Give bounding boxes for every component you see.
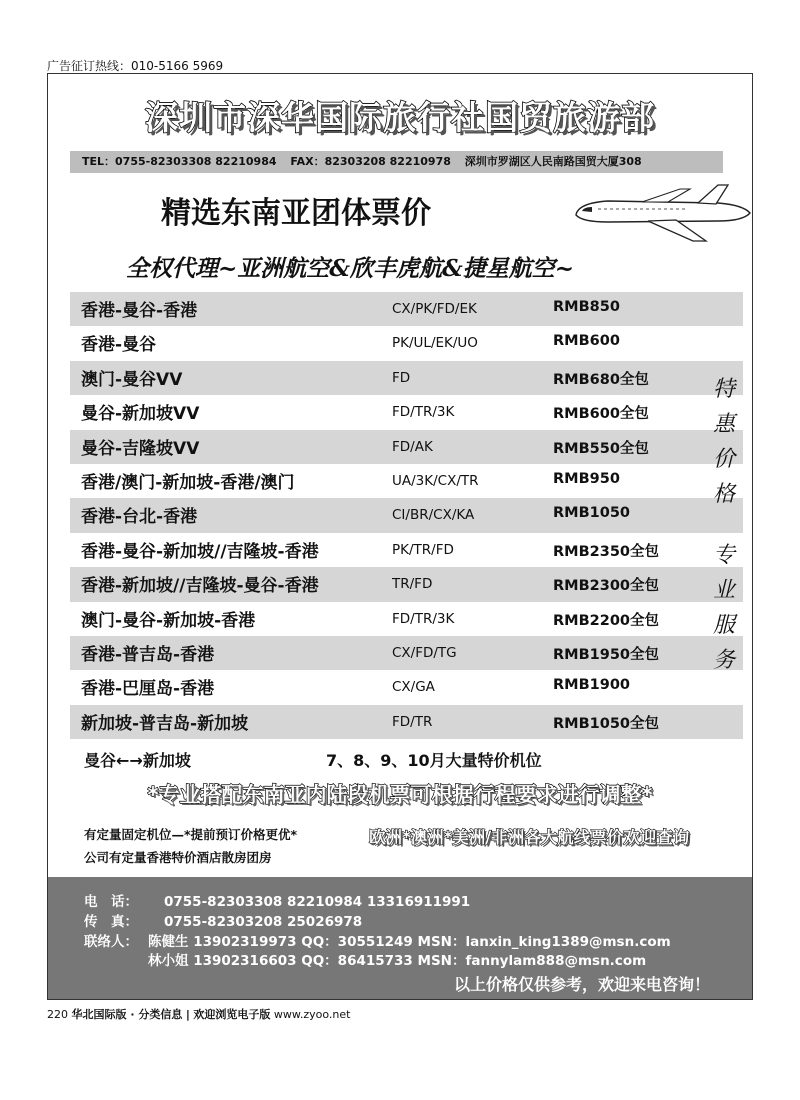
fare-airlines: FD/AK [392, 438, 433, 455]
fare-airlines: CX/GA [392, 679, 435, 696]
airplane-icon [568, 181, 758, 243]
hotel-note: 公司有定量香港特价酒店散房团房 [84, 850, 272, 865]
fare-airlines: PK/UL/EK/UO [392, 335, 478, 352]
slogan-gap [708, 512, 740, 538]
adjust-banner: *专业搭配东南亚内陆段机票可根据行程要求进行调整* [147, 783, 653, 807]
fare-row [70, 636, 743, 670]
slogan-char: 专 [712, 543, 735, 568]
footer-separator: | [185, 1008, 190, 1021]
ad-frame [47, 73, 753, 1000]
fare-route: 香港-曼谷-新加坡//吉隆坡-香港 [81, 541, 319, 562]
fare-price: RMB1050全包 [553, 715, 660, 732]
contact-label: 联络人： [84, 934, 138, 950]
fare-airlines: FD/TR [392, 713, 433, 730]
page-number: 220 [47, 1008, 68, 1021]
contact-person-1: 陈健生 13902319973 QQ：30551249 MSN：lanxin_king1389@msn.com [148, 934, 671, 950]
fare-price: RMB850 [553, 299, 620, 315]
fare-route: 新加坡-普吉岛-新加坡 [81, 713, 249, 734]
fare-row [70, 602, 743, 636]
fare-route: 香港-普吉岛-香港 [81, 644, 215, 665]
fare-airlines: CI/BR/CX/KA [392, 507, 475, 524]
side-slogan [708, 372, 740, 678]
fare-row [70, 326, 743, 360]
slogan-char: 格 [712, 482, 735, 507]
page-footer [47, 1006, 350, 1022]
fare-route: 香港/澳门-新加坡-香港/澳门 [81, 472, 295, 493]
fare-price: RMB680全包 [553, 371, 649, 388]
fare-price: RMB600 [553, 333, 620, 350]
slogan-char: 业 [712, 578, 735, 603]
fare-route: 香港-曼谷 [81, 335, 157, 356]
fare-row [70, 430, 743, 464]
fare-row [70, 533, 743, 567]
fare-route: 曼谷-吉隆坡VV [81, 438, 200, 459]
contact-fax: FAX：82303208 82210978 [290, 155, 451, 168]
ebook-cta: 欢迎浏览电子版 [193, 1008, 271, 1021]
fax-label: 传 真： [84, 914, 138, 930]
fare-price: RMB2300全包 [553, 578, 660, 595]
fare-price: RMB2200全包 [553, 612, 660, 629]
fare-price: RMB2350全包 [553, 543, 660, 560]
contact-address: 深圳市罗湖区人民南路国贸大厦308 [464, 155, 642, 168]
slogan-char: 特 [712, 377, 735, 402]
fare-airlines: UA/3K/CX/TR [392, 472, 479, 489]
fare-row [70, 292, 743, 326]
fare-route: 香港-新加坡//吉隆坡-曼谷-香港 [81, 576, 319, 597]
fare-airlines: CX/FD/TG [392, 644, 457, 661]
fare-row [70, 395, 743, 429]
slogan-char: 务 [712, 648, 735, 673]
fare-route: 香港-巴厘岛-香港 [81, 679, 215, 700]
phone-value: 0755-82303308 82210984 13316911991 [164, 894, 471, 910]
slogan-char: 价 [712, 447, 735, 472]
fare-route: 澳门-曼谷-新加坡-香港 [81, 610, 256, 631]
fare-table [70, 292, 743, 739]
fare-row [70, 361, 743, 395]
fare-row [70, 670, 743, 704]
fare-price: RMB950 [553, 470, 620, 487]
fare-airlines: FD/TR/3K [392, 404, 455, 421]
contact-tel: TEL：0755-82303308 82210984 [82, 155, 277, 168]
fare-row [70, 498, 743, 532]
ad-hotline: 广告征订热线：010-5166 5969 [47, 59, 224, 73]
fare-route: 香港-曼谷-香港 [81, 301, 198, 321]
fare-row [70, 705, 743, 739]
contact-person-2: 林小姐 13902316603 QQ：86415733 MSN：fannylam888@msn.com [148, 953, 647, 969]
phone-label: 电 话： [84, 894, 138, 910]
special-note: 7、8、9、10月大量特价机位 [326, 751, 542, 770]
fare-airlines: FD [392, 369, 411, 386]
ad-subtitle: 全权代理~亚洲航空&欣丰虎航&捷星航空~ [126, 255, 575, 282]
fare-airlines: FD/TR/3K [392, 610, 455, 627]
fare-airlines: PK/TR/FD [392, 541, 454, 558]
query-banner: 欧洲*澳洲*美洲/非洲各大航线票价欢迎查询 [369, 828, 690, 847]
ad-title: 精选东南亚团体票价 [161, 196, 431, 231]
fare-route: 澳门-曼谷VV [81, 369, 183, 390]
fare-route: 曼谷-新加坡VV [81, 404, 200, 425]
special-route: 曼谷←→新加坡 [84, 751, 191, 770]
fax-value: 0755-82303208 25026978 [164, 914, 363, 930]
contact-bar [70, 151, 723, 173]
site-url[interactable]: www.zyoo.net [273, 1008, 351, 1021]
slogan-char: 惠 [712, 412, 735, 437]
footer-contact [84, 930, 671, 950]
footer-fax [84, 910, 362, 930]
fare-price: RMB1050 [553, 505, 631, 522]
fare-price: RMB1950全包 [553, 646, 660, 663]
price-disclaimer: 以上价格仅供参考，欢迎来电咨询！ [453, 975, 710, 994]
seat-note: 有定量固定机位—*提前预订价格更优* [84, 827, 298, 842]
fare-price: RMB1900 [553, 677, 631, 694]
agency-name: 深圳市深华国际旅行社国贸旅游部 [145, 98, 655, 137]
footer-phone [84, 890, 470, 910]
fare-airlines: CX/PK/FD/EK [392, 301, 477, 317]
slogan-char: 服 [712, 613, 735, 638]
fare-row [70, 464, 743, 498]
fare-price: RMB600全包 [553, 406, 649, 423]
fare-route: 香港-台北-香港 [81, 507, 198, 528]
contact-footer [48, 877, 752, 999]
fare-airlines: TR/FD [392, 576, 433, 593]
fare-row [70, 567, 743, 601]
fare-price: RMB550全包 [553, 440, 649, 457]
section-name: 华北国际版 · 分类信息 [71, 1008, 183, 1021]
